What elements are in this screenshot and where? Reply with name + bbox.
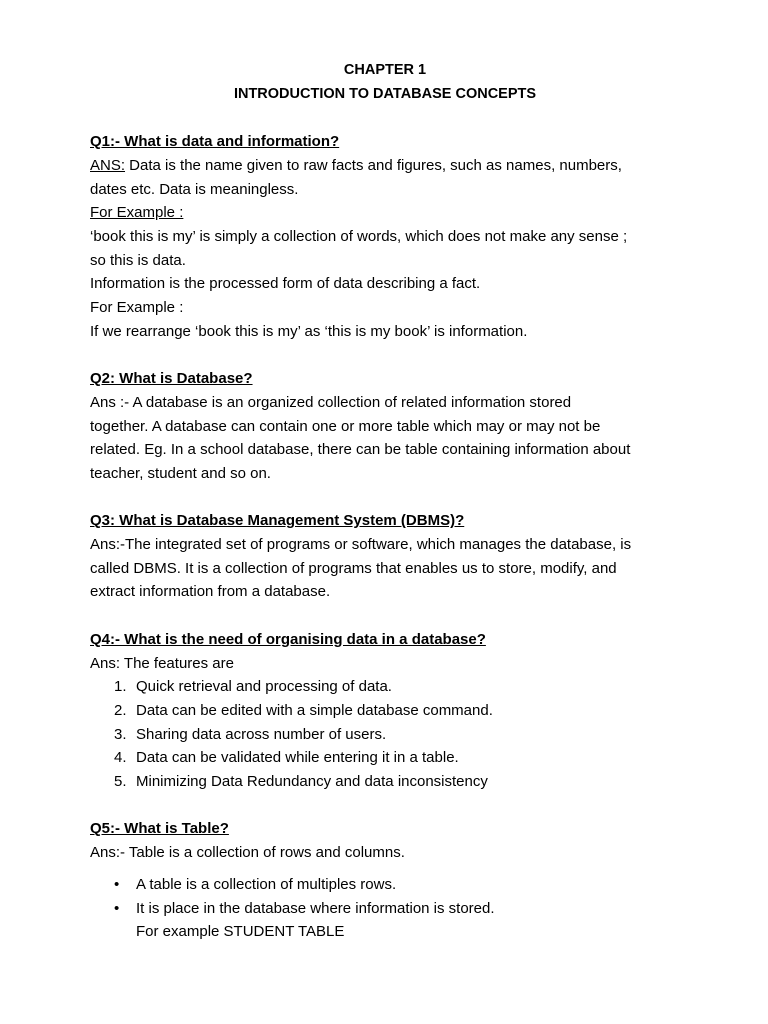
example-text: For example STUDENT TABLE: [136, 923, 345, 941]
chapter-title: INTRODUCTION TO DATABASE CONCEPTS: [233, 85, 537, 102]
list-item: [114, 770, 690, 794]
list-number: 5.: [114, 773, 127, 791]
list-item-text: A table is a collection of multiples rows.: [136, 875, 397, 893]
answer-1-text: Data is the name given to raw facts and figures, such as names, numbers,: [125, 156, 622, 174]
answer-5-intro: Ans:- Table is a collection of rows and columns.: [90, 844, 405, 862]
list-number: 4.: [114, 749, 127, 767]
answer-2-line-3: related. Eg. In a school database, there can be table containing information about: [90, 441, 631, 459]
list-item: [114, 746, 690, 770]
example-label-2: For Example :: [90, 299, 184, 317]
table-bullets: [90, 873, 690, 944]
question-1: Q1:- What is data and information?: [90, 133, 340, 151]
question-5: Q5:- What is Table?: [90, 820, 229, 838]
list-item-text: Quick retrieval and processing of data.: [136, 678, 392, 696]
answer-1-line-2: dates etc. Data is meaningless.: [90, 180, 299, 198]
list-item: [114, 723, 690, 747]
answer-3-line-2: called DBMS. It is a collection of programs that enables us to store, modify, and: [90, 559, 617, 577]
bullet-icon: •: [114, 875, 120, 893]
answer-4-intro: Ans: The features are: [90, 654, 234, 672]
list-item: [114, 675, 690, 699]
chapter-number: CHAPTER 1: [343, 62, 427, 78]
question-2: Q2: What is Database?: [90, 370, 253, 388]
list-item-text: Data can be edited with a simple database command.: [136, 701, 493, 719]
list-item: [114, 920, 690, 944]
answer-2-line-4: teacher, student and so on.: [90, 464, 271, 482]
answer-1-line-1: [90, 154, 690, 178]
list-item-text: Minimizing Data Redundancy and data inconsistency: [136, 773, 488, 791]
question-4: Q4:- What is the need of organising data in a database?: [90, 630, 486, 648]
list-item-text: Data can be validated while entering it in a table.: [136, 749, 459, 767]
bullet-icon: •: [114, 899, 120, 917]
document-body: [90, 59, 690, 944]
list-item: [114, 897, 690, 921]
answer-1-line-4: so this is data.: [90, 251, 186, 269]
list-item: [114, 699, 690, 723]
answer-1-line-3: ‘book this is my’ is simply a collection of words, which does not make any sense ;: [90, 227, 628, 245]
features-list: [90, 675, 690, 794]
list-item-text: It is place in the database where information is stored.: [136, 899, 495, 917]
question-3: Q3: What is Database Management System (DBMS)?: [90, 512, 465, 530]
answer-2-line-1: Ans :- A database is an organized collection of related information stored: [90, 393, 572, 411]
example-label-1: For Example :: [90, 204, 184, 222]
answer-2-line-2: together. A database can contain one or more table which may or may not be: [90, 417, 601, 435]
list-item-text: Sharing data across number of users.: [136, 725, 387, 743]
list-item: [114, 873, 690, 897]
answer-1-line-5: Information is the processed form of data describing a fact.: [90, 275, 481, 293]
answer-1-line-6: If we rearrange ‘book this is my’ as ‘this is my book’ is information.: [90, 322, 528, 340]
list-number: 1.: [114, 678, 127, 696]
answer-3-line-3: extract information from a database.: [90, 583, 331, 601]
list-number: 2.: [114, 701, 127, 719]
ans-label: ANS:: [90, 156, 126, 174]
list-number: 3.: [114, 725, 127, 743]
answer-3-line-1: Ans:-The integrated set of programs or software, which manages the database, is: [90, 536, 632, 554]
